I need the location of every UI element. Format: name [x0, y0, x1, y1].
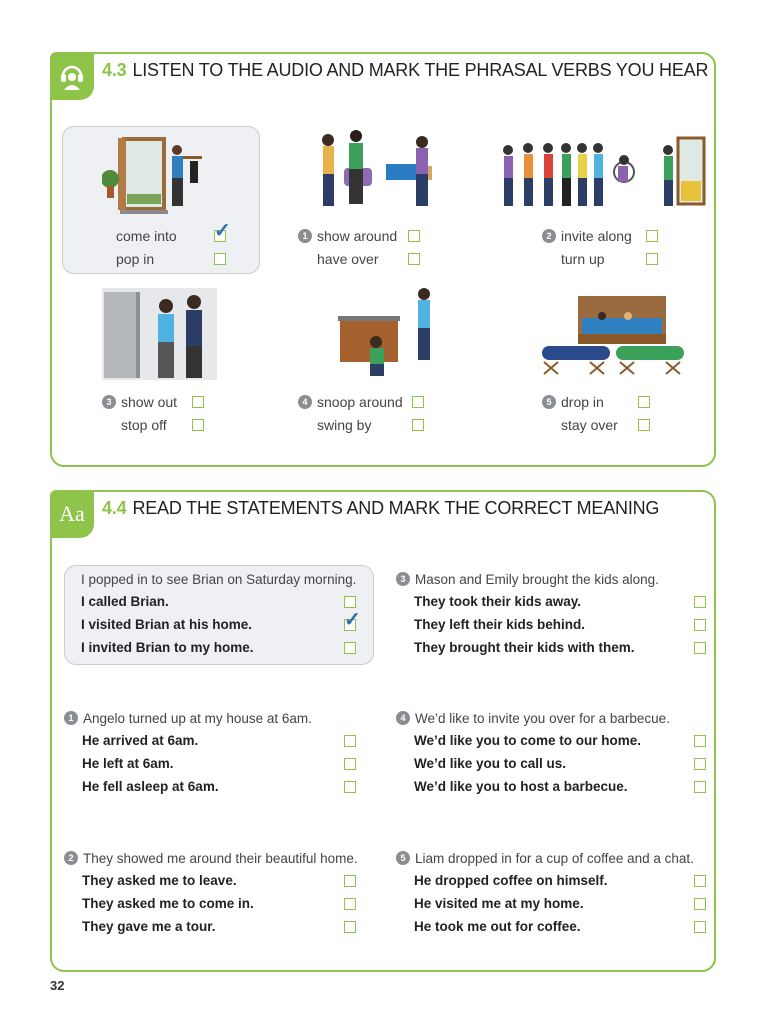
statement-text: Angelo turned up at my house at 6am.: [83, 710, 312, 726]
checkbox[interactable]: [694, 781, 706, 793]
illustration-doorway: [102, 134, 232, 219]
option-label: invite along: [561, 227, 632, 244]
option-label: stop off: [121, 416, 167, 433]
answer-text: He arrived at 6am.: [82, 733, 199, 748]
statement-text: Mason and Emily brought the kids along.: [415, 571, 659, 587]
option-label: snoop around: [317, 393, 403, 410]
item-5: [542, 390, 650, 436]
checkbox[interactable]: [694, 596, 706, 608]
answer-text: He visited me at my home.: [414, 896, 584, 911]
exercise-4-3: [50, 52, 716, 467]
statement-text: They showed me around their beautiful home.: [83, 850, 358, 866]
option-label: show out: [121, 393, 178, 410]
item-3: [102, 390, 204, 436]
option-label: show around: [317, 227, 398, 244]
checkbox[interactable]: [192, 419, 204, 431]
section-title: 4.4 READ THE STATEMENTS AND MARK THE CORRECT MEANING: [102, 498, 660, 518]
item-number: 4: [298, 395, 312, 409]
checkbox[interactable]: [344, 921, 356, 933]
answer-text: They left their kids behind.: [414, 617, 586, 632]
checkbox[interactable]: [694, 875, 706, 887]
checkbox[interactable]: [694, 898, 706, 910]
section-title: 4.3 LISTEN TO THE AUDIO AND MARK THE PHRASAL VERBS YOU HEAR: [102, 60, 709, 80]
checkbox[interactable]: [694, 619, 706, 631]
checkbox[interactable]: [694, 758, 706, 770]
checkbox[interactable]: [344, 642, 356, 654]
checkbox[interactable]: [412, 419, 424, 431]
statement-text: We’d like to invite you over for a barbecue.: [415, 710, 670, 726]
checkbox[interactable]: [214, 253, 226, 265]
answer-text: They brought their kids with them.: [414, 640, 635, 655]
answer-text: He took me out for coffee.: [414, 919, 581, 934]
page-number: 32: [50, 978, 65, 993]
statement-4: [396, 707, 706, 798]
illustration-beds: [538, 296, 688, 376]
item-number: 1: [298, 229, 312, 243]
checkbox[interactable]: [408, 230, 420, 242]
answer-text: We’d like you to come to our home.: [414, 733, 642, 748]
answer-text: I called Brian.: [81, 594, 169, 609]
illustration-showing-around: [314, 126, 444, 216]
vocabulary-badge: [50, 490, 94, 538]
item-example: [116, 219, 231, 270]
option-label: come into: [116, 227, 177, 244]
item-number: 4: [396, 711, 410, 725]
answer-text: They took their kids away.: [414, 594, 582, 609]
headphones-badge: [50, 52, 94, 100]
answer-text: They gave me a tour.: [82, 919, 216, 934]
checkbox[interactable]: [638, 396, 650, 408]
checkbox[interactable]: [408, 253, 420, 265]
answer-text: He fell asleep at 6am.: [82, 779, 219, 794]
checkbox[interactable]: [638, 419, 650, 431]
checkbox[interactable]: [344, 735, 356, 747]
illustration-group-walking: [498, 136, 708, 216]
item-number: 3: [396, 572, 410, 586]
item-1: [298, 224, 420, 270]
illustration-elevator: [102, 288, 217, 380]
answer-text: They asked me to leave.: [82, 873, 237, 888]
option-label: have over: [317, 250, 379, 267]
item-2: [542, 224, 658, 270]
checkbox[interactable]: [694, 735, 706, 747]
checkbox[interactable]: [344, 608, 361, 631]
aa-icon: Aa: [59, 501, 85, 526]
checkbox[interactable]: [344, 758, 356, 770]
checkbox[interactable]: [344, 596, 356, 608]
headphones-icon: [57, 60, 87, 92]
option-label: pop in: [116, 250, 155, 267]
item-number: 5: [396, 851, 410, 865]
exercise-4-4: [50, 490, 716, 972]
item-number: 1: [64, 711, 78, 725]
checkbox[interactable]: [412, 396, 424, 408]
checkbox[interactable]: [694, 921, 706, 933]
option-label: swing by: [317, 416, 372, 433]
checkmark-icon: ✓: [344, 608, 361, 631]
answer-text: I visited Brian at his home.: [81, 617, 253, 632]
statement-3: [396, 568, 706, 659]
checkbox[interactable]: [694, 642, 706, 654]
statement-example: [64, 568, 374, 659]
statement-text: I popped in to see Brian on Saturday morning.: [81, 571, 357, 587]
statement-1: [64, 707, 374, 798]
item-number: 2: [64, 851, 78, 865]
answer-text: They asked me to come in.: [82, 896, 254, 911]
answer-text: I invited Brian to my home.: [81, 640, 254, 655]
illustration-snooping: [338, 286, 438, 381]
answer-text: We’d like you to call us.: [414, 756, 567, 771]
item-number: 2: [542, 229, 556, 243]
checkbox[interactable]: [646, 230, 658, 242]
checkmark-icon: ✓: [214, 219, 231, 242]
statement-2: [64, 847, 374, 938]
answer-text: He left at 6am.: [82, 756, 174, 771]
checkbox[interactable]: [344, 875, 356, 887]
statement-5: [396, 847, 706, 938]
item-number: 3: [102, 395, 116, 409]
checkbox[interactable]: [192, 396, 204, 408]
item-4: [298, 390, 424, 436]
checkbox[interactable]: [646, 253, 658, 265]
answer-text: We’d like you to host a barbecue.: [414, 779, 628, 794]
item-number: 5: [542, 395, 556, 409]
statement-text: Liam dropped in for a cup of coffee and a chat.: [415, 850, 694, 866]
checkbox[interactable]: [344, 781, 356, 793]
option-label: turn up: [561, 250, 605, 267]
checkbox[interactable]: [214, 219, 231, 242]
checkbox[interactable]: [344, 898, 356, 910]
answer-text: He dropped coffee on himself.: [414, 873, 608, 888]
option-label: stay over: [561, 416, 618, 433]
option-label: drop in: [561, 393, 604, 410]
